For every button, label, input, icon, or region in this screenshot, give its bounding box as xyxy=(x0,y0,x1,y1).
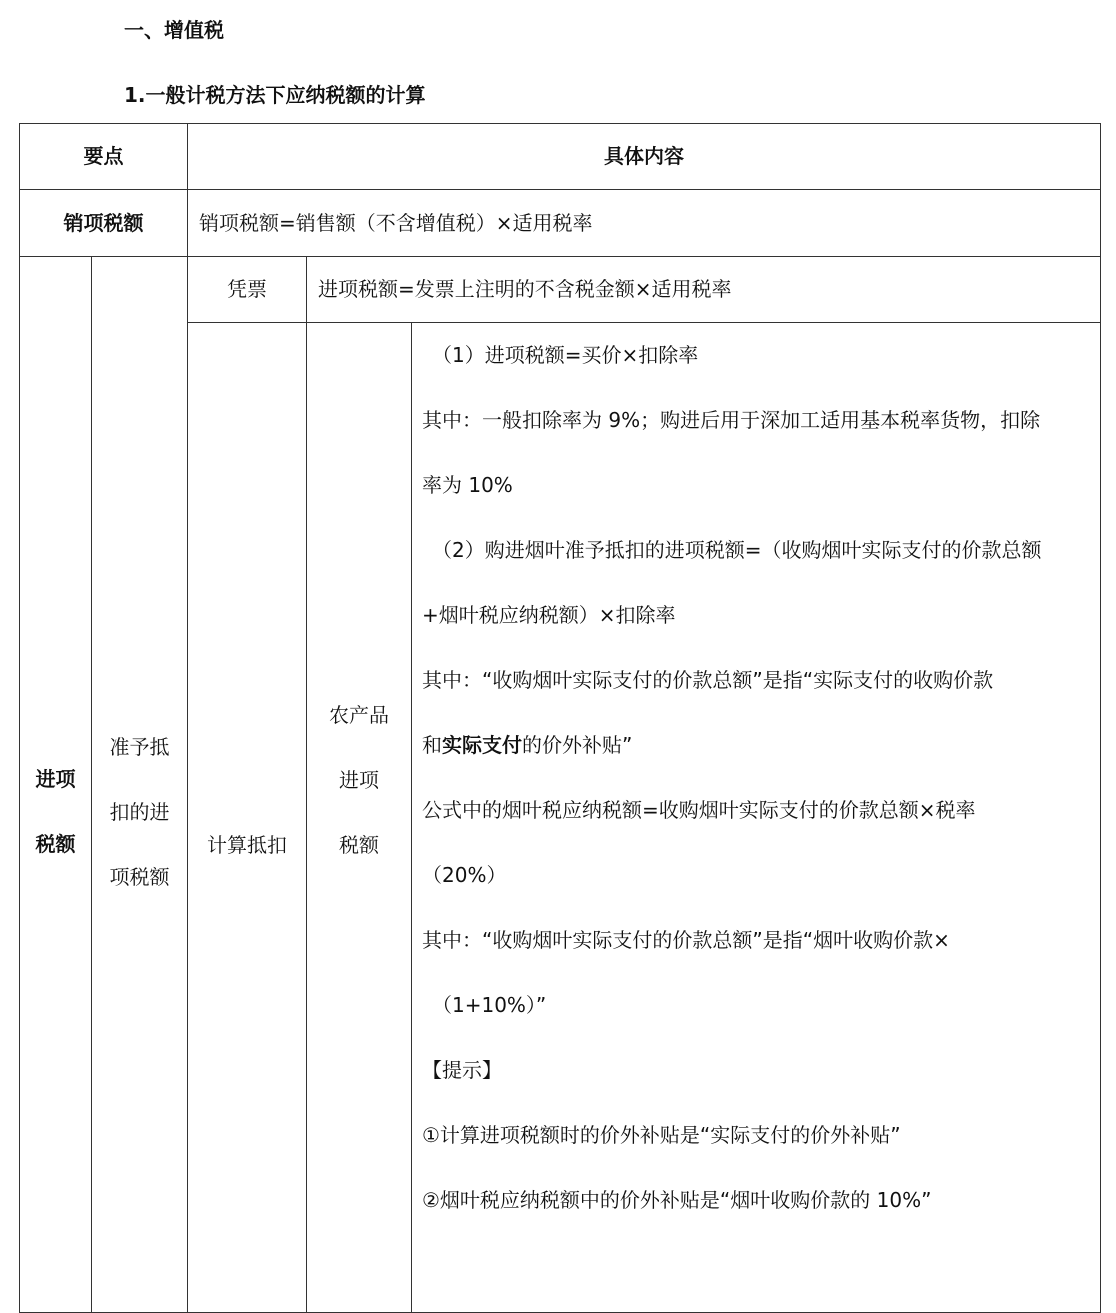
content-line: 率为 10% xyxy=(422,473,513,497)
output-tax-label: 销项税额 xyxy=(20,190,188,257)
content-line xyxy=(422,713,1100,778)
output-tax-content: 销项税额=销售额（不含增值税）×适用税率 xyxy=(188,190,1101,257)
subsection-heading: 1.一般计税方法下应纳税额的计算 xyxy=(124,83,426,107)
label-line: 税额 xyxy=(339,833,379,857)
label-line: 税额 xyxy=(35,832,76,856)
header-key-points: 要点 xyxy=(20,124,188,190)
label-line: 扣的进 xyxy=(109,800,170,824)
calc-deduction-label: 计算抵扣 xyxy=(188,323,307,1313)
content-line: （1+10%）” xyxy=(432,993,547,1017)
content-line: 【提示】 xyxy=(422,1058,502,1082)
section-heading: 一、增值税 xyxy=(124,18,224,42)
content-line: 其中：“收购烟叶实际支付的价款总额”是指“实际支付的收购价款 xyxy=(422,668,994,692)
content-line: ②烟叶税应纳税额中的价外补贴是“烟叶收购价款的 10%” xyxy=(422,1188,932,1212)
text: 和 xyxy=(422,733,442,757)
label-line: 农产品 xyxy=(329,703,389,727)
content-line: ①计算进项税额时的价外补贴是“实际支付的价外补贴” xyxy=(422,1123,901,1147)
input-tax-label xyxy=(20,257,92,1313)
content-line: +烟叶税应纳税额）×扣除率 xyxy=(422,603,676,627)
label-line: 准予抵 xyxy=(109,735,170,759)
voucher-content: 进项税额=发票上注明的不含税金额×适用税率 xyxy=(307,257,1101,323)
agri-input-tax-label xyxy=(307,323,412,1313)
text: 的价外补贴” xyxy=(522,733,633,757)
calc-content xyxy=(412,323,1101,1313)
bold-text: 实际支付 xyxy=(442,733,522,757)
voucher-label: 凭票 xyxy=(188,257,307,323)
label-line: 项税额 xyxy=(109,865,170,889)
content-line: 其中：“收购烟叶实际支付的价款总额”是指“烟叶收购价款× xyxy=(422,928,950,952)
content-line: （20%） xyxy=(422,863,507,887)
content-line: 公式中的烟叶税应纳税额=收购烟叶实际支付的价款总额×税率 xyxy=(422,798,976,822)
label-line: 进项 xyxy=(339,768,379,792)
tax-table xyxy=(19,123,1101,1313)
content-line: （2）购进烟叶准予抵扣的进项税额=（收购烟叶实际支付的价款总额 xyxy=(432,538,1042,562)
deductible-input-tax-label xyxy=(92,257,188,1313)
content-line: （1）进项税额=买价×扣除率 xyxy=(432,343,699,367)
content-line: 其中：一般扣除率为 9%；购进后用于深加工适用基本税率货物，扣除 xyxy=(422,408,1041,432)
header-content: 具体内容 xyxy=(188,124,1101,190)
label-line: 进项 xyxy=(35,767,76,791)
